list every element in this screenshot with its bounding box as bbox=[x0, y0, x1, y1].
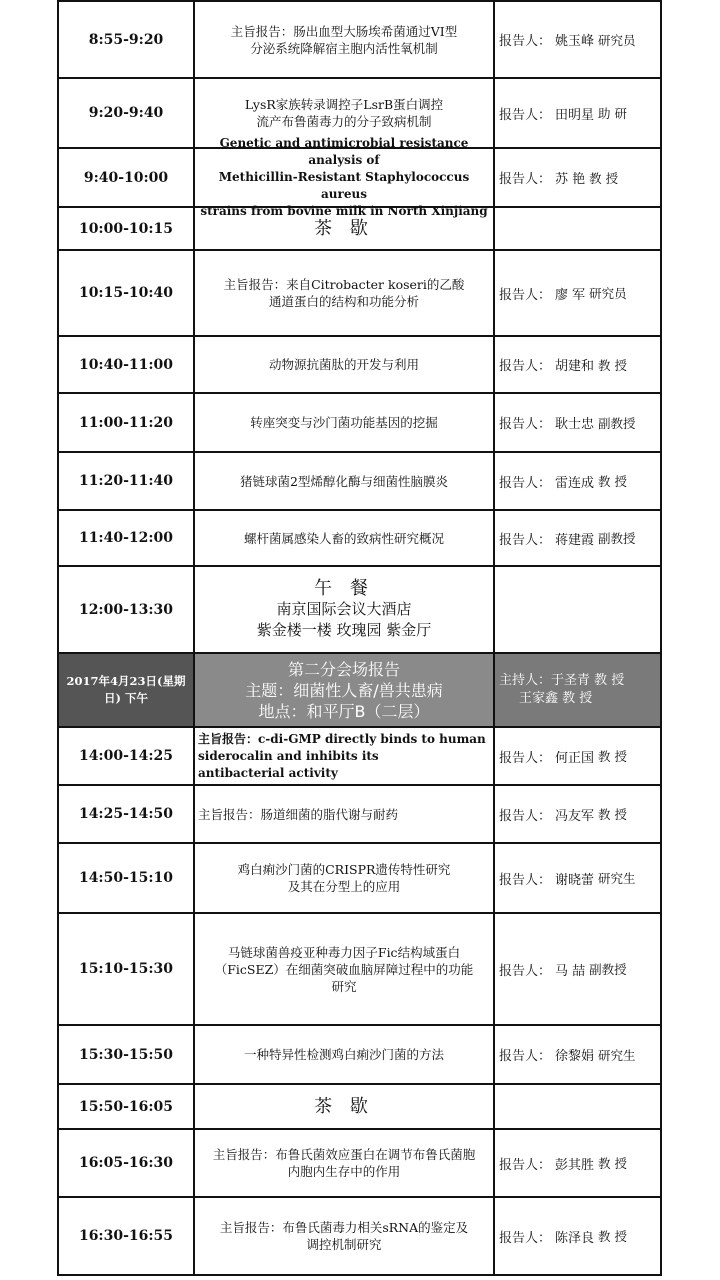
schedule-row bbox=[57, 511, 662, 567]
schedule-row bbox=[57, 251, 662, 337]
speaker-name: 苏 艳 bbox=[555, 172, 586, 187]
speaker-title: 教 授 bbox=[598, 749, 628, 764]
time-cell: 9:20-9:40 bbox=[59, 79, 195, 147]
speaker-label: 报告人： bbox=[499, 1157, 552, 1173]
topic-text: 主旨报告：c-di-GMP directly binds to human siderocalin and inhibits its antibacterial activity bbox=[198, 731, 486, 780]
time-cell: 10:15-10:40 bbox=[59, 251, 195, 335]
session-title: 第二分会场报告 bbox=[287, 659, 400, 679]
speaker-cell bbox=[495, 394, 660, 451]
topic-cell bbox=[195, 208, 495, 249]
topic-cell bbox=[195, 786, 495, 842]
topic-cell bbox=[195, 728, 495, 784]
topic-text: Genetic and antimicrobial resistance analysis of Methicillin-Resistant Staphylococcus aureus strains from bovine milk in North Xinjiang bbox=[200, 136, 488, 218]
topic-text: 动物源抗菌肽的开发与利用 bbox=[268, 357, 419, 372]
speaker-title: 教 授 bbox=[598, 807, 628, 822]
schedule-row-lunch bbox=[57, 567, 662, 654]
speaker-cell bbox=[495, 728, 660, 784]
speaker-title: 副教授 bbox=[598, 415, 636, 431]
speaker-title: 研究生 bbox=[598, 1047, 636, 1063]
speaker-cell bbox=[495, 1198, 660, 1274]
schedule-row bbox=[57, 914, 662, 1026]
topic-cell bbox=[195, 251, 495, 335]
topic-text: 主旨报告：肠道细菌的脂代谢与耐药 bbox=[198, 806, 399, 822]
speaker-cell bbox=[495, 567, 660, 652]
speaker-name: 雷连成 bbox=[555, 475, 595, 491]
session-theme: 主题：细菌性人畜/兽共患病 bbox=[245, 680, 443, 700]
topic-text: 主旨报告：布鲁氏菌毒力相关sRNA的鉴定及 调控机制研究 bbox=[219, 1220, 469, 1252]
speaker-label: 报告人： bbox=[499, 359, 552, 374]
speaker-cell bbox=[495, 1085, 660, 1128]
time-cell: 15:50-16:05 bbox=[59, 1085, 195, 1128]
time-cell: 14:00-14:25 bbox=[59, 728, 195, 784]
schedule-row bbox=[57, 136, 662, 218]
topic-text: LysR家族转录调控子LsrB蛋白调控 流产布鲁菌毒力的分子致病机制 bbox=[244, 97, 444, 129]
lunch-room: 紫金楼一楼 玫瑰园 紫金厅 bbox=[256, 621, 432, 639]
lunch-venue: 南京国际会议大酒店 bbox=[276, 600, 412, 618]
speaker-label: 报告人： bbox=[499, 532, 552, 548]
topic-cell bbox=[195, 844, 495, 912]
speaker-name: 胡建和 bbox=[555, 359, 595, 374]
speaker-label: 报告人： bbox=[499, 1049, 552, 1064]
speaker-cell bbox=[495, 511, 660, 565]
time-cell: 15:10-15:30 bbox=[59, 914, 195, 1024]
topic-cell bbox=[195, 1130, 495, 1196]
time-cell: 8:55-9:20 bbox=[59, 2, 195, 77]
topic-cell bbox=[195, 567, 495, 652]
time-cell: 14:25-14:50 bbox=[59, 786, 195, 842]
time-cell: 14:50-15:10 bbox=[59, 844, 195, 912]
speaker-label: 报告人： bbox=[499, 107, 552, 123]
topic-text: 猪链球菌2型烯醇化酶与细菌性脑膜炎 bbox=[240, 473, 448, 489]
speaker-title: 教 授 bbox=[598, 1156, 628, 1171]
speaker-label: 报告人： bbox=[499, 872, 552, 888]
topic-cell bbox=[195, 2, 495, 77]
speaker-title: 副教授 bbox=[589, 962, 627, 977]
time-cell: 10:40-11:00 bbox=[59, 337, 195, 392]
speaker-label: 报告人： bbox=[499, 750, 552, 766]
schedule-row bbox=[57, 0, 662, 79]
topic-cell bbox=[195, 511, 495, 565]
topic-cell bbox=[195, 1198, 495, 1274]
speaker-label: 报告人： bbox=[499, 287, 552, 303]
speaker-label: 报告人： bbox=[499, 475, 552, 491]
topic-text: 主旨报告：来自Citrobacter koseri的乙酸 通道蛋白的结构和功能分析 bbox=[223, 277, 465, 309]
speaker-name: 徐黎娟 bbox=[555, 1049, 595, 1064]
schedule-row bbox=[57, 394, 662, 453]
lunch-info bbox=[257, 578, 432, 641]
session-header-row bbox=[57, 654, 662, 728]
schedule-row bbox=[57, 728, 662, 786]
schedule-row bbox=[57, 1026, 662, 1085]
topic-text: 马链球菌兽疫亚种毒力因子Fic结构域蛋白 （FicSEZ）在细菌突破血脑屏障过程中的功能 研究 bbox=[214, 944, 474, 994]
topic-text: 鸡白痢沙门菌的CRISPR遗传特性研究 及其在分型上的应用 bbox=[237, 862, 451, 894]
topic-cell bbox=[195, 1026, 495, 1083]
lunch-title: 午 餐 bbox=[314, 578, 374, 599]
time-cell: 11:20-11:40 bbox=[59, 453, 195, 509]
speaker-name: 姚玉峰 bbox=[555, 34, 595, 49]
time-cell: 12:00-13:30 bbox=[59, 567, 195, 652]
schedule-row-break bbox=[57, 208, 662, 251]
chair-cell bbox=[495, 654, 660, 726]
speaker-title: 教 授 bbox=[598, 357, 628, 373]
speaker-label: 报告人： bbox=[499, 808, 552, 824]
speaker-title: 教 授 bbox=[598, 1229, 628, 1244]
speaker-cell bbox=[495, 79, 660, 147]
topic-text: 一种特异性检测鸡白痢沙门菌的方法 bbox=[243, 1047, 444, 1062]
speaker-label: 报告人： bbox=[499, 963, 552, 979]
tea-break-label: 茶 歇 bbox=[314, 218, 374, 239]
speaker-cell bbox=[495, 914, 660, 1024]
time-cell: 11:40-12:00 bbox=[59, 511, 195, 565]
time-cell: 16:05-16:30 bbox=[59, 1130, 195, 1196]
speaker-name: 田明星 bbox=[555, 107, 595, 123]
topic-cell bbox=[195, 453, 495, 509]
speaker-label: 报告人： bbox=[499, 34, 552, 49]
topic-text: 螺杆菌属感染人畜的致病性研究概况 bbox=[243, 530, 444, 546]
speaker-name: 蒋建霞 bbox=[555, 532, 595, 548]
speaker-title: 教 授 bbox=[598, 474, 628, 489]
speaker-title: 研究生 bbox=[598, 871, 636, 886]
speaker-cell bbox=[495, 2, 660, 77]
speaker-cell bbox=[495, 251, 660, 335]
schedule-row bbox=[57, 337, 662, 394]
speaker-cell bbox=[495, 786, 660, 842]
time-cell: 15:30-15:50 bbox=[59, 1026, 195, 1083]
topic-cell bbox=[195, 136, 495, 218]
chair-label: 主持人： bbox=[499, 673, 552, 688]
speaker-label: 报告人： bbox=[499, 1230, 552, 1246]
speaker-name: 彭其胜 bbox=[555, 1157, 595, 1173]
schedule-row bbox=[57, 1198, 662, 1276]
speaker-name: 耿士忠 bbox=[555, 417, 595, 432]
speaker-title: 副教授 bbox=[598, 531, 636, 546]
speaker-title: 研究员 bbox=[598, 32, 636, 48]
speaker-name: 谢晓蕾 bbox=[555, 872, 595, 888]
speaker-name: 马 喆 bbox=[555, 963, 586, 979]
topic-cell bbox=[195, 914, 495, 1024]
speaker-name: 何正国 bbox=[555, 750, 595, 766]
topic-cell bbox=[195, 337, 495, 392]
topic-cell bbox=[195, 394, 495, 451]
speaker-cell bbox=[495, 453, 660, 509]
chair-name: 于圣青 教 授 bbox=[551, 673, 625, 688]
speaker-name: 冯友军 bbox=[555, 808, 595, 824]
chair-name: 王家鑫 教 授 bbox=[519, 691, 593, 706]
speaker-title: 研究员 bbox=[589, 286, 627, 301]
speaker-cell bbox=[495, 1130, 660, 1196]
schedule-row bbox=[57, 1130, 662, 1198]
speaker-label: 报告人： bbox=[499, 417, 552, 432]
topic-text: 转座突变与沙门菌功能基因的挖掘 bbox=[250, 415, 438, 430]
schedule-row bbox=[57, 844, 662, 914]
speaker-cell bbox=[495, 844, 660, 912]
speaker-title: 助 研 bbox=[598, 106, 628, 121]
schedule-row bbox=[57, 786, 662, 844]
session-location: 地点：和平厅B（二层） bbox=[258, 701, 430, 721]
speaker-cell bbox=[495, 208, 660, 249]
time-cell: 9:40-10:00 bbox=[59, 149, 195, 206]
speaker-name: 廖 军 bbox=[555, 287, 586, 303]
time-cell: 11:00-11:20 bbox=[59, 394, 195, 451]
topic-text: 主旨报告：肠出血型大肠埃希菌通过VI型 分泌系统降解宿主胞内活性氧机制 bbox=[230, 23, 458, 56]
schedule-table bbox=[57, 0, 662, 1276]
speaker-cell bbox=[495, 149, 660, 206]
speaker-name: 陈泽良 bbox=[555, 1230, 595, 1246]
tea-break-label: 茶 歇 bbox=[314, 1096, 374, 1117]
time-cell: 10:00-10:15 bbox=[59, 208, 195, 249]
topic-cell bbox=[195, 1085, 495, 1128]
time-cell: 16:30-16:55 bbox=[59, 1198, 195, 1274]
speaker-title: 教 授 bbox=[589, 170, 619, 186]
schedule-row-break bbox=[57, 1085, 662, 1130]
schedule-row bbox=[57, 453, 662, 511]
speaker-label: 报告人： bbox=[499, 172, 552, 187]
session-date: 2017年4月23日(星期日) 下午 bbox=[59, 654, 195, 726]
speaker-cell bbox=[495, 337, 660, 392]
topic-text: 主旨报告：布鲁氏菌效应蛋白在调节布鲁氏菌胞 内胞内生存中的作用 bbox=[212, 1147, 476, 1179]
speaker-cell bbox=[495, 1026, 660, 1083]
session-info bbox=[195, 654, 495, 726]
